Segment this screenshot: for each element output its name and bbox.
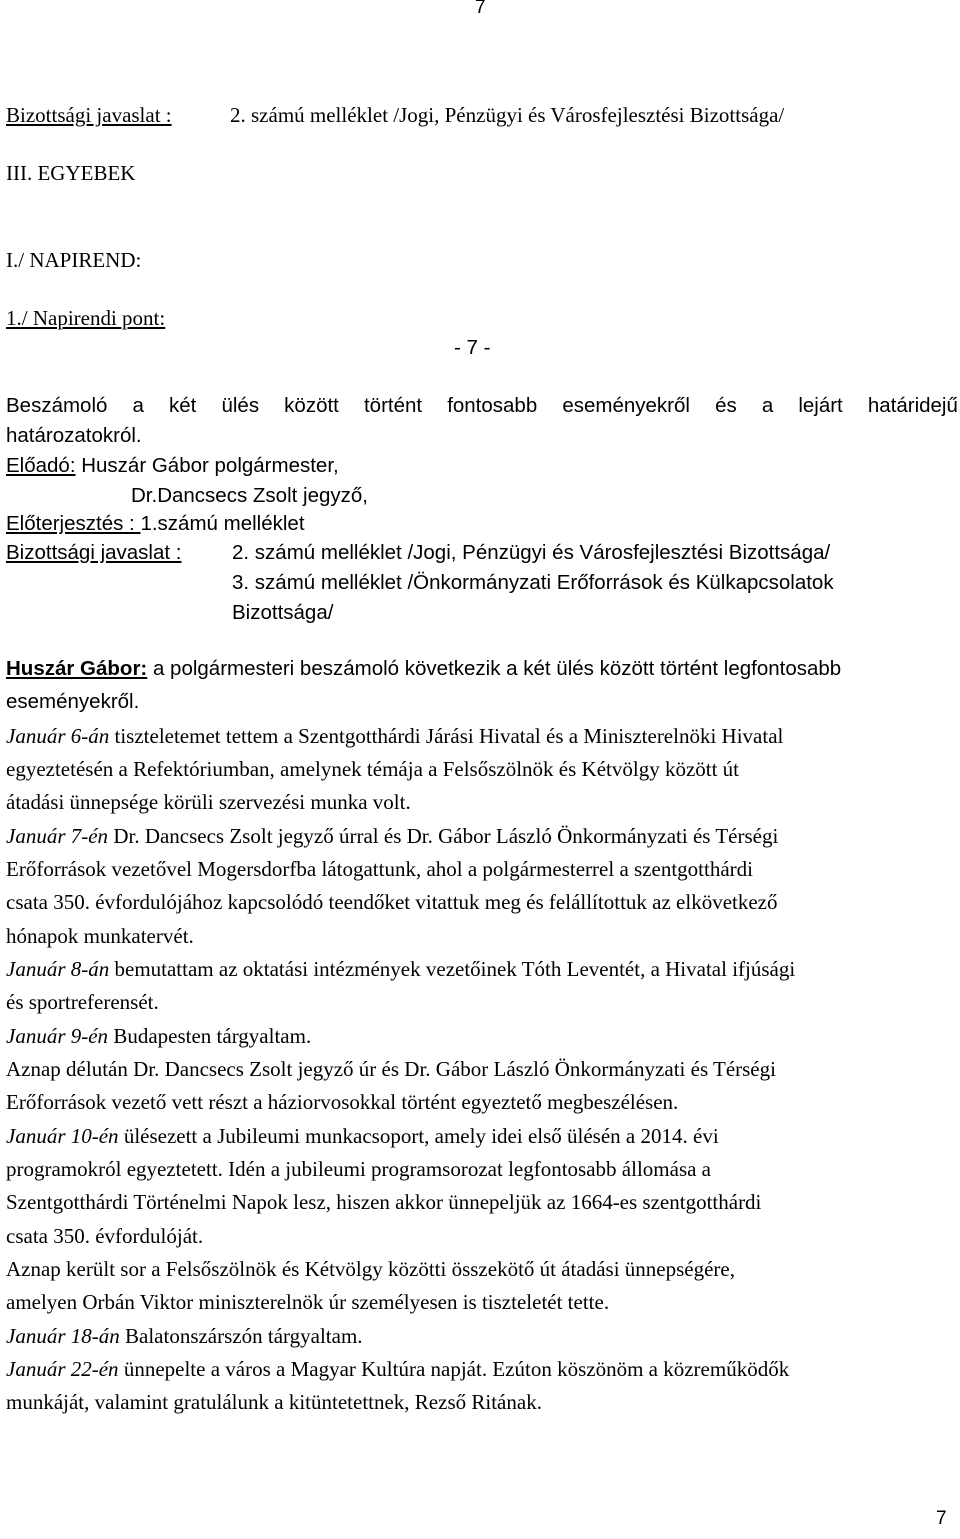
paragraph-road-line1: Aznap került sor a Felsőszölnök és Kétvölgy közötti összekötő út átadási ünnepségére,: [6, 1257, 735, 1281]
agenda-title-line1: [6, 393, 958, 419]
committee-proposal-line: [6, 540, 831, 566]
date-jan22: Január 22-én: [6, 1357, 119, 1381]
page-number-bottom: 7: [936, 1508, 947, 1529]
paragraph-jan6-line2: egyeztetésén a Refektóriumban, amelynek témája a Felsőszölnök és Kétvölgy között út: [6, 757, 740, 781]
paragraph-jan22-line1: [6, 1356, 789, 1382]
paragraph-afternoon-line1: Aznap délután Dr. Dancsecs Zsolt jegyző úr és Dr. Gábor László Önkormányzati és Térségi: [6, 1057, 776, 1081]
agenda-title-word: fontosabb: [447, 394, 538, 417]
agenda-title-word: és: [715, 394, 737, 417]
section-heading: III. EGYEBEK: [6, 161, 136, 185]
paragraph-jan10-line2: programokról egyeztetett. Idén a jubileumi programsorozat legfontosabb állomása a: [6, 1157, 712, 1181]
paragraph-jan18-line1: [6, 1323, 363, 1349]
paragraph-text: bemutattam az oktatási intézmények vezetőinek Tóth Leventét, a Hivatal ifjúsági: [109, 957, 796, 981]
agenda-title-word: határidejű: [867, 394, 958, 417]
page-number-top: 7: [475, 0, 486, 18]
agenda-title-word: között: [284, 394, 339, 417]
submission-label: Előterjesztés :: [6, 512, 141, 535]
agenda-heading: I./ NAPIREND:: [6, 248, 142, 272]
date-jan9: Január 9-én: [6, 1024, 109, 1048]
paragraph-jan6-line1: [6, 723, 783, 749]
agenda-title-word: eseményekről: [562, 394, 690, 417]
paragraph-jan8-line1: [6, 956, 795, 982]
paragraph-jan22-line2: munkáját, valamint gratulálunk a kitüntetettnek, Rezső Ritának.: [6, 1390, 542, 1414]
committee-label: Bizottsági javaslat :: [6, 103, 172, 127]
paragraph-text: tiszteletemet tettem a Szentgotthárdi Járási Hivatal és a Miniszterelnöki Hivatal: [109, 724, 784, 748]
paragraph-jan7-line1: [6, 823, 778, 849]
paragraph-road-line2: amelyen Orbán Viktor miniszterelnök úr személyesen is tiszteletét tette.: [6, 1290, 610, 1314]
paragraph-text: Dr. Dancsecs Zsolt jegyző úrral és Dr. Gábor László Önkormányzati és Térségi: [108, 824, 779, 848]
report-intro-text: a polgármesteri beszámoló következik a két ülés között történt legfontosabb: [147, 657, 842, 680]
top-committee-line: [6, 102, 785, 128]
center-page-marker: - 7 -: [454, 336, 491, 359]
agenda-title-word: a: [761, 394, 774, 417]
report-intro-line1: [6, 656, 841, 682]
date-jan6: Január 6-án: [6, 724, 110, 748]
agenda-title-word: Beszámoló: [6, 394, 108, 417]
presenter-line: [6, 453, 339, 479]
paragraph-jan7-line3: csata 350. évfordulójához kapcsolódó teendőket vitattuk meg és felállítottuk az elkövetkező: [6, 890, 778, 914]
committee-proposal-label: Bizottsági javaslat :: [6, 541, 182, 564]
committee-proposal-value-2: 3. számú melléklet /Önkormányzati Erőforrások és Külkapcsolatok: [232, 571, 834, 594]
agenda-title-word: lejárt: [798, 394, 843, 417]
presenter-label: Előadó:: [6, 454, 76, 477]
committee-value: 2. számú melléklet /Jogi, Pénzügyi és Városfejlesztési Bizottsága/: [230, 103, 785, 127]
presenter-value: Huszár Gábor polgármester,: [75, 454, 339, 477]
paragraph-text: ünnepelte a város a Magyar Kultúra napját. Ezúton köszönöm a közreműködők: [118, 1357, 790, 1381]
agenda-title-word: a: [132, 394, 144, 417]
agenda-title-line2: határozatokról.: [6, 424, 142, 447]
paragraph-jan9-line1: [6, 1023, 311, 1049]
paragraph-jan10-line4: csata 350. évfordulóját.: [6, 1224, 204, 1248]
date-jan10: Január 10-én: [6, 1124, 119, 1148]
report-intro-line2: eseményekről.: [6, 690, 140, 713]
date-jan8: Január 8-án: [6, 957, 110, 981]
agenda-item-heading: 1./ Napirendi pont:: [6, 306, 166, 330]
presenter-second: Dr.Dancsecs Zsolt jegyző,: [131, 484, 368, 507]
paragraph-text: Budapesten tárgyaltam.: [108, 1024, 312, 1048]
submission-line: [6, 511, 305, 537]
committee-proposal-value-1: 2. számú melléklet /Jogi, Pénzügyi és Városfejlesztési Bizottsága/: [232, 541, 831, 564]
agenda-title-words: [6, 393, 958, 419]
paragraph-jan7-line4: hónapok munkatervét.: [6, 924, 194, 948]
committee-proposal-value-3: Bizottsága/: [232, 601, 334, 624]
paragraph-text: Balatonszárszón tárgyaltam.: [119, 1324, 363, 1348]
paragraph-jan7-line2: Erőforrások vezetővel Mogersdorfba látogattunk, ahol a polgármesterrel a szentgotthárdi: [6, 857, 753, 881]
agenda-title-word: ülés: [221, 394, 260, 417]
paragraph-text: ülésezett a Jubileumi munkacsoport, amely idei első ülésén a 2014. évi: [118, 1124, 719, 1148]
submission-value: 1.számú melléklet: [140, 512, 305, 535]
paragraph-afternoon-line2: Erőforrások vezető vett részt a háziorvosokkal történt egyeztető megbeszélésen.: [6, 1090, 679, 1114]
date-jan7: Január 7-én: [6, 824, 109, 848]
date-jan18: Január 18-án: [6, 1324, 120, 1348]
paragraph-jan10-line3: Szentgotthárdi Történelmi Napok lesz, hiszen akkor ünnepeljük az 1664-es szentgotthárdi: [6, 1190, 762, 1214]
paragraph-jan6-line3: átadási ünnepsége körüli szervezési munka volt.: [6, 790, 411, 814]
paragraph-jan8-line2: és sportreferensét.: [6, 990, 159, 1014]
paragraph-jan10-line1: [6, 1123, 719, 1149]
agenda-title-word: két: [169, 394, 197, 417]
speaker-name: Huszár Gábor:: [6, 657, 148, 680]
agenda-title-word: történt: [363, 394, 423, 417]
